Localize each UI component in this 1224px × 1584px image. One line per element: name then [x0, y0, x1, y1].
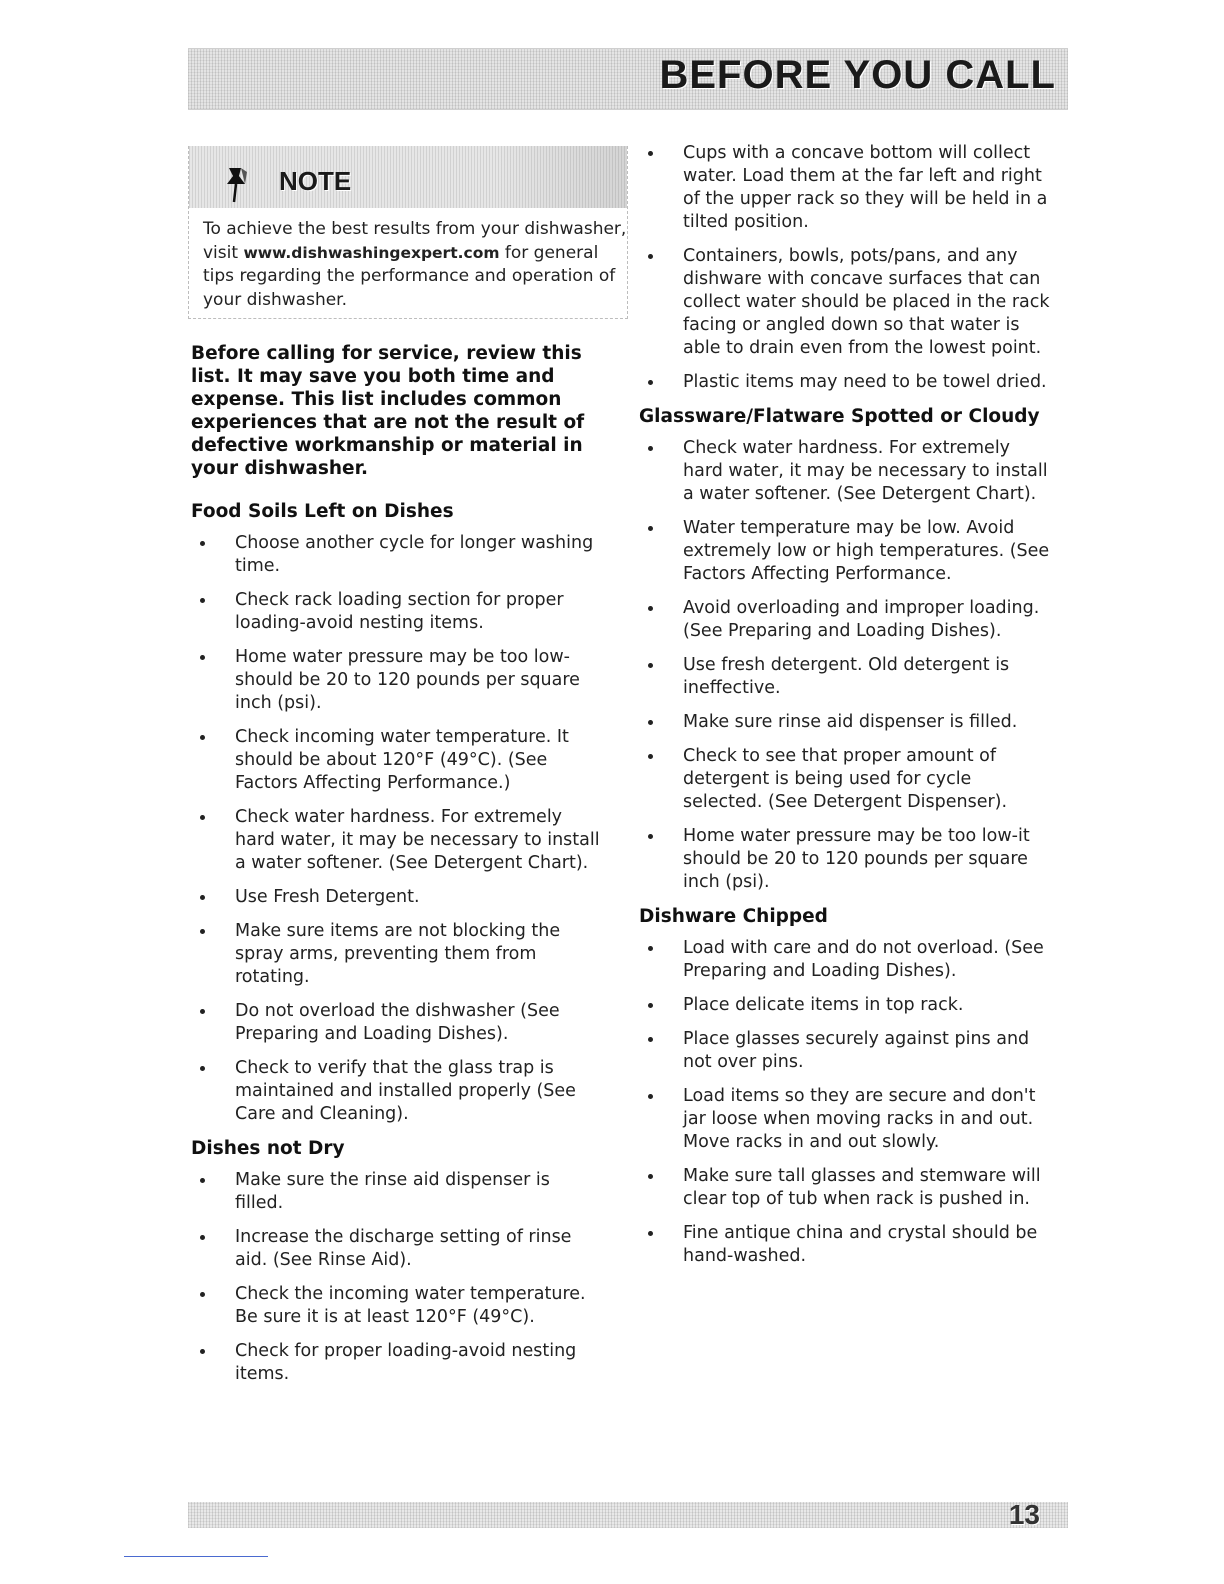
list-item [191, 1000, 603, 1046]
list-item [639, 1028, 1051, 1074]
left-column [191, 342, 603, 1397]
list-item-text: Make sure rinse aid dispenser is filled. [683, 712, 1018, 732]
list-item [191, 806, 603, 875]
list-item [191, 920, 603, 989]
list-item-text: Make sure the rinse aid dispenser is filled. [235, 1170, 550, 1213]
heading-dishware-chipped: Dishware Chipped [639, 906, 828, 927]
list-item [639, 1085, 1051, 1154]
bullet-icon [200, 815, 205, 820]
list-item-text: Check rack loading section for proper loading-avoid nesting items. [235, 590, 564, 633]
dishware-chipped-list [639, 937, 1051, 1268]
list-item-text: Do not overload the dishwasher (See Preparing and Loading Dishes). [235, 1001, 560, 1044]
list-item [639, 597, 1051, 643]
list-item [191, 1283, 603, 1329]
pushpin-icon [223, 164, 251, 204]
bullet-icon [648, 254, 653, 259]
bullet-icon [648, 1094, 653, 1099]
list-item [639, 937, 1051, 983]
bullet-icon [648, 1037, 653, 1042]
dishes-not-dry-list-continued [639, 142, 1051, 394]
note-text-after: for general tips regarding the performance and operation of your dishwasher. [203, 242, 616, 310]
right-column [639, 142, 1051, 1279]
heading-food-soils: Food Soils Left on Dishes [191, 501, 454, 522]
bullet-icon [648, 446, 653, 451]
list-item [639, 142, 1051, 234]
list-item-text: Check for proper loading-avoid nesting items. [235, 1341, 577, 1384]
bullet-icon [200, 1178, 205, 1183]
list-item [191, 886, 603, 909]
list-item-text: Check water hardness. For extremely hard water, it may be necessary to install a water softener. (See Detergent Chart). [683, 438, 1048, 504]
dishes-not-dry-list [191, 1169, 603, 1386]
list-item-text: Fine antique china and crystal should be hand-washed. [683, 1223, 1038, 1266]
list-item-text: Make sure tall glasses and stemware will clear top of tub when rack is pushed in. [683, 1166, 1041, 1209]
list-item [639, 654, 1051, 700]
bullet-icon [648, 526, 653, 531]
list-item-text: Choose another cycle for longer washing time. [235, 533, 594, 576]
list-item-text: Use Fresh Detergent. [235, 887, 420, 907]
list-item-text: Check to verify that the glass trap is maintained and installed properly (See Care and Cleaning). [235, 1058, 576, 1124]
footer-band [188, 1499, 1068, 1530]
list-item [639, 245, 1051, 360]
list-item-text: Load with care and do not overload. (See Preparing and Loading Dishes). [683, 938, 1044, 981]
note-box [188, 146, 628, 319]
bullet-icon [648, 754, 653, 759]
bullet-icon [200, 1235, 205, 1240]
bullet-icon [200, 598, 205, 603]
bullet-icon [200, 541, 205, 546]
list-item-text: Home water pressure may be too low-should be 20 to 120 pounds per square inch (psi). [235, 647, 580, 713]
spotted-cloudy-list [639, 437, 1051, 894]
bullet-icon [200, 1066, 205, 1071]
list-item-text: Avoid overloading and improper loading. (See Preparing and Loading Dishes). [683, 598, 1040, 641]
list-item [639, 745, 1051, 814]
list-item-text: Cups with a concave bottom will collect water. Load them at the far left and right of the upper rack so they will be held in a tilted position. [683, 143, 1048, 232]
heading-dishes-not-dry: Dishes not Dry [191, 1138, 345, 1159]
list-item [639, 437, 1051, 506]
list-item [639, 1165, 1051, 1211]
note-text-before: To achieve the best results from your dishwasher, visit [203, 219, 627, 263]
note-text [203, 218, 627, 312]
list-item [191, 1340, 603, 1386]
header-band [188, 48, 1068, 110]
bullet-icon [648, 720, 653, 725]
list-item [639, 517, 1051, 586]
list-item-text: Plastic items may need to be towel dried. [683, 372, 1047, 392]
heading-spotted-cloudy: Glassware/Flatware Spotted or Cloudy [639, 406, 1040, 427]
bullet-icon [200, 929, 205, 934]
bullet-icon [648, 606, 653, 611]
bullet-icon [648, 1231, 653, 1236]
bullet-icon [648, 946, 653, 951]
list-item [191, 1169, 603, 1215]
bullet-icon [200, 735, 205, 740]
page-number: 13 [1008, 1499, 1040, 1530]
bullet-icon [200, 655, 205, 660]
page-title: BEFORE YOU CALL [659, 53, 1056, 97]
list-item-text: Water temperature may be low. Avoid extremely low or high temperatures. (See Factors Affecting Performance. [683, 518, 1050, 584]
bullet-icon [648, 151, 653, 156]
list-item [639, 371, 1051, 394]
list-item [639, 825, 1051, 894]
list-item-text: Home water pressure may be too low-it should be 20 to 120 pounds per square inch (psi). [683, 826, 1030, 892]
list-item [191, 532, 603, 578]
note-header [189, 146, 627, 208]
list-item-text: Place delicate items in top rack. [683, 995, 964, 1015]
list-item [639, 1222, 1051, 1268]
intro-paragraph: Before calling for service, review this list. It may save you both time and expense. This list includes common experiences that are not the result of defective workmanship or material in your dishwasher. [191, 343, 585, 479]
bullet-icon [200, 1292, 205, 1297]
bullet-icon [648, 834, 653, 839]
list-item-text: Check incoming water temperature. It should be about 120°F (49°C). (See Factors Affecting Performance.) [235, 727, 569, 793]
list-item [191, 646, 603, 715]
bullet-icon [200, 1009, 205, 1014]
list-item [191, 589, 603, 635]
bullet-icon [648, 1174, 653, 1179]
list-item-text: Containers, bowls, pots/pans, and any dishware with concave surfaces that can collect water should be placed in the rack facing or angled down so that water is able to drain even from the lowest point. [683, 246, 1050, 358]
corner-rule [124, 1556, 268, 1557]
food-soils-list [191, 532, 603, 1126]
website-link[interactable]: www.dishwashingexpert.com [243, 243, 500, 262]
note-title: NOTE [279, 166, 352, 196]
list-item [191, 1057, 603, 1126]
list-item [191, 1226, 603, 1272]
list-item-text: Increase the discharge setting of rinse aid. (See Rinse Aid). [235, 1227, 572, 1270]
bullet-icon [648, 380, 653, 385]
list-item [639, 994, 1051, 1017]
list-item [639, 711, 1051, 734]
list-item-text: Check water hardness. For extremely hard water, it may be necessary to install a water softener. (See Detergent Chart). [235, 807, 600, 873]
bullet-icon [200, 1349, 205, 1354]
list-item-text: Check the incoming water temperature. Be sure it is at least 120°F (49°C). [235, 1284, 586, 1327]
list-item-text: Load items so they are secure and don't jar loose when moving racks in and out. Move racks in and out slowly. [683, 1086, 1036, 1152]
list-item-text: Place glasses securely against pins and not over pins. [683, 1029, 1030, 1072]
bullet-icon [648, 1003, 653, 1008]
list-item-text: Make sure items are not blocking the spray arms, preventing them from rotating. [235, 921, 561, 987]
list-item-text: Check to see that proper amount of detergent is being used for cycle selected. (See Detergent Dispenser). [683, 746, 1008, 812]
bullet-icon [200, 895, 205, 900]
list-item [191, 726, 603, 795]
bullet-icon [648, 663, 653, 668]
list-item-text: Use fresh detergent. Old detergent is ineffective. [683, 655, 1010, 698]
